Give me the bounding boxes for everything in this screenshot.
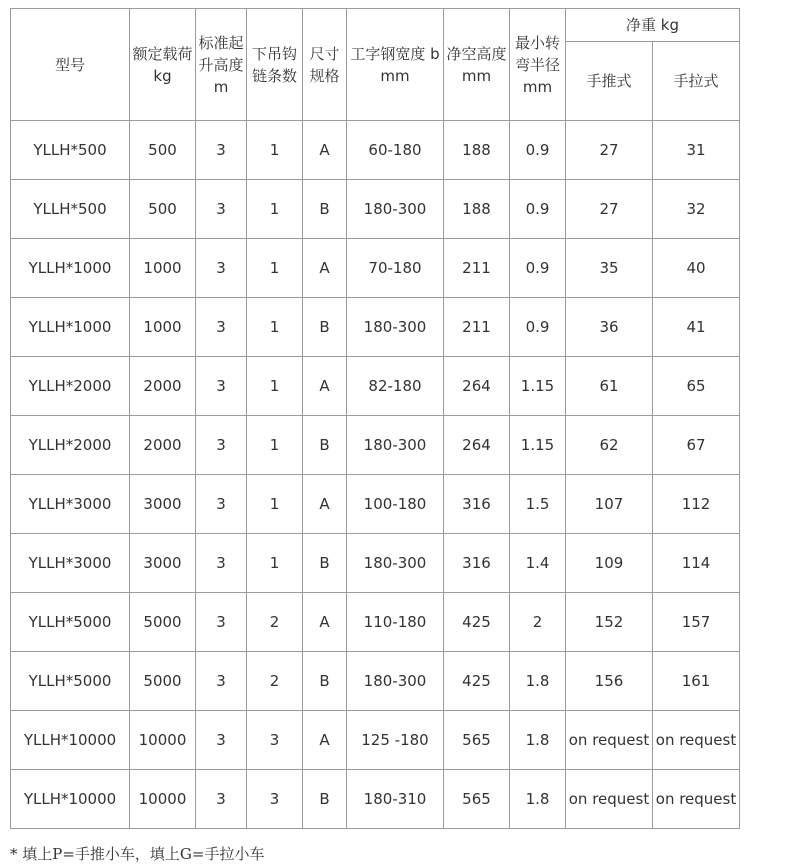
cell-beam-width: 180-300 <box>347 416 444 475</box>
header-model: 型号 <box>11 9 130 121</box>
cell-push-weight: on request <box>566 770 653 829</box>
cell-size-spec: B <box>303 652 347 711</box>
cell-size-spec: A <box>303 593 347 652</box>
cell-model: YLLH*2000 <box>11 416 130 475</box>
header-min-radius: 最小转 弯半径 mm <box>510 9 566 121</box>
cell-hook-chains: 1 <box>247 534 303 593</box>
cell-hook-chains: 1 <box>247 475 303 534</box>
cell-rated-load: 500 <box>130 180 196 239</box>
cell-model: YLLH*10000 <box>11 711 130 770</box>
cell-lift-height: 3 <box>196 357 247 416</box>
cell-model: YLLH*5000 <box>11 652 130 711</box>
cell-hook-chains: 1 <box>247 180 303 239</box>
cell-size-spec: B <box>303 298 347 357</box>
cell-min-radius: 1.15 <box>510 357 566 416</box>
cell-lift-height: 3 <box>196 534 247 593</box>
cell-lift-height: 3 <box>196 180 247 239</box>
cell-model: YLLH*3000 <box>11 534 130 593</box>
cell-min-radius: 0.9 <box>510 298 566 357</box>
table-row <box>11 357 740 416</box>
cell-clearance: 316 <box>444 475 510 534</box>
cell-lift-height: 3 <box>196 711 247 770</box>
cell-hook-chains: 1 <box>247 298 303 357</box>
cell-clearance: 425 <box>444 652 510 711</box>
cell-model: YLLH*500 <box>11 180 130 239</box>
cell-clearance: 425 <box>444 593 510 652</box>
cell-pull-weight: 32 <box>653 180 740 239</box>
cell-push-weight: 35 <box>566 239 653 298</box>
table-row <box>11 475 740 534</box>
cell-pull-weight: 157 <box>653 593 740 652</box>
cell-push-weight: 156 <box>566 652 653 711</box>
cell-rated-load: 2000 <box>130 357 196 416</box>
cell-hook-chains: 3 <box>247 711 303 770</box>
cell-pull-weight: 112 <box>653 475 740 534</box>
cell-rated-load: 2000 <box>130 416 196 475</box>
cell-model: YLLH*5000 <box>11 593 130 652</box>
table-row <box>11 652 740 711</box>
header-rated-load: 额定载荷 kg <box>130 9 196 121</box>
cell-min-radius: 1.15 <box>510 416 566 475</box>
cell-size-spec: A <box>303 121 347 180</box>
cell-beam-width: 82-180 <box>347 357 444 416</box>
cell-lift-height: 3 <box>196 652 247 711</box>
cell-min-radius: 1.8 <box>510 711 566 770</box>
cell-pull-weight: 161 <box>653 652 740 711</box>
cell-min-radius: 1.8 <box>510 770 566 829</box>
cell-push-weight: 109 <box>566 534 653 593</box>
cell-size-spec: A <box>303 357 347 416</box>
cell-size-spec: B <box>303 180 347 239</box>
cell-pull-weight: 40 <box>653 239 740 298</box>
cell-model: YLLH*500 <box>11 121 130 180</box>
cell-clearance: 211 <box>444 239 510 298</box>
cell-min-radius: 1.8 <box>510 652 566 711</box>
cell-beam-width: 125 -180 <box>347 711 444 770</box>
cell-beam-width: 180-300 <box>347 298 444 357</box>
cell-rated-load: 5000 <box>130 593 196 652</box>
cell-lift-height: 3 <box>196 121 247 180</box>
table-row <box>11 593 740 652</box>
cell-lift-height: 3 <box>196 593 247 652</box>
footnote: * 填上P=手推小车，填上G=手拉小车 <box>10 845 265 863</box>
cell-push-weight: 27 <box>566 180 653 239</box>
cell-rated-load: 3000 <box>130 534 196 593</box>
cell-model: YLLH*1000 <box>11 239 130 298</box>
cell-beam-width: 60-180 <box>347 121 444 180</box>
cell-clearance: 188 <box>444 121 510 180</box>
cell-min-radius: 1.5 <box>510 475 566 534</box>
table-row <box>11 416 740 475</box>
cell-clearance: 211 <box>444 298 510 357</box>
cell-model: YLLH*2000 <box>11 357 130 416</box>
table-row <box>11 180 740 239</box>
cell-rated-load: 10000 <box>130 711 196 770</box>
cell-min-radius: 1.4 <box>510 534 566 593</box>
cell-size-spec: A <box>303 239 347 298</box>
cell-rated-load: 500 <box>130 121 196 180</box>
cell-hook-chains: 1 <box>247 239 303 298</box>
cell-clearance: 565 <box>444 770 510 829</box>
header-pull-type: 手拉式 <box>653 42 740 121</box>
cell-push-weight: 107 <box>566 475 653 534</box>
cell-hook-chains: 1 <box>247 121 303 180</box>
cell-rated-load: 10000 <box>130 770 196 829</box>
cell-clearance: 188 <box>444 180 510 239</box>
cell-push-weight: 27 <box>566 121 653 180</box>
cell-lift-height: 3 <box>196 770 247 829</box>
cell-model: YLLH*3000 <box>11 475 130 534</box>
cell-pull-weight: 114 <box>653 534 740 593</box>
cell-rated-load: 5000 <box>130 652 196 711</box>
table-row <box>11 534 740 593</box>
cell-clearance: 565 <box>444 711 510 770</box>
cell-beam-width: 180-300 <box>347 180 444 239</box>
header-lift-height: 标准起 升高度 m <box>196 9 247 121</box>
cell-beam-width: 180-300 <box>347 534 444 593</box>
cell-pull-weight: 31 <box>653 121 740 180</box>
cell-push-weight: 152 <box>566 593 653 652</box>
header-push-type: 手推式 <box>566 42 653 121</box>
cell-lift-height: 3 <box>196 239 247 298</box>
cell-min-radius: 0.9 <box>510 121 566 180</box>
cell-size-spec: A <box>303 711 347 770</box>
cell-beam-width: 180-300 <box>347 652 444 711</box>
table-row <box>11 121 740 180</box>
cell-size-spec: B <box>303 416 347 475</box>
cell-clearance: 316 <box>444 534 510 593</box>
cell-beam-width: 70-180 <box>347 239 444 298</box>
cell-model: YLLH*1000 <box>11 298 130 357</box>
cell-hook-chains: 1 <box>247 357 303 416</box>
cell-pull-weight: 65 <box>653 357 740 416</box>
cell-pull-weight: on request <box>653 711 740 770</box>
cell-min-radius: 0.9 <box>510 180 566 239</box>
cell-hook-chains: 2 <box>247 652 303 711</box>
cell-beam-width: 110-180 <box>347 593 444 652</box>
table-row <box>11 711 740 770</box>
cell-hook-chains: 1 <box>247 416 303 475</box>
cell-push-weight: 36 <box>566 298 653 357</box>
table-row <box>11 298 740 357</box>
table-body <box>11 121 740 829</box>
cell-hook-chains: 3 <box>247 770 303 829</box>
cell-model: YLLH*10000 <box>11 770 130 829</box>
cell-pull-weight: 67 <box>653 416 740 475</box>
cell-size-spec: A <box>303 475 347 534</box>
cell-pull-weight: 41 <box>653 298 740 357</box>
cell-pull-weight: on request <box>653 770 740 829</box>
header-hook-chains: 下吊钩 链条数 <box>247 9 303 121</box>
cell-min-radius: 0.9 <box>510 239 566 298</box>
cell-rated-load: 3000 <box>130 475 196 534</box>
cell-clearance: 264 <box>444 357 510 416</box>
cell-size-spec: B <box>303 534 347 593</box>
header-beam-width: 工字钢宽度 b mm <box>347 9 444 121</box>
cell-hook-chains: 2 <box>247 593 303 652</box>
table-row <box>11 239 740 298</box>
cell-clearance: 264 <box>444 416 510 475</box>
header-size-spec: 尺寸 规格 <box>303 9 347 121</box>
cell-lift-height: 3 <box>196 475 247 534</box>
cell-push-weight: on request <box>566 711 653 770</box>
spec-table <box>10 8 740 829</box>
cell-size-spec: B <box>303 770 347 829</box>
cell-lift-height: 3 <box>196 298 247 357</box>
header-clearance: 净空高度 mm <box>444 9 510 121</box>
table-row <box>11 770 740 829</box>
cell-min-radius: 2 <box>510 593 566 652</box>
cell-push-weight: 62 <box>566 416 653 475</box>
cell-beam-width: 100-180 <box>347 475 444 534</box>
cell-beam-width: 180-310 <box>347 770 444 829</box>
cell-rated-load: 1000 <box>130 239 196 298</box>
cell-lift-height: 3 <box>196 416 247 475</box>
cell-rated-load: 1000 <box>130 298 196 357</box>
cell-push-weight: 61 <box>566 357 653 416</box>
header-net-weight: 净重 kg <box>566 9 740 42</box>
